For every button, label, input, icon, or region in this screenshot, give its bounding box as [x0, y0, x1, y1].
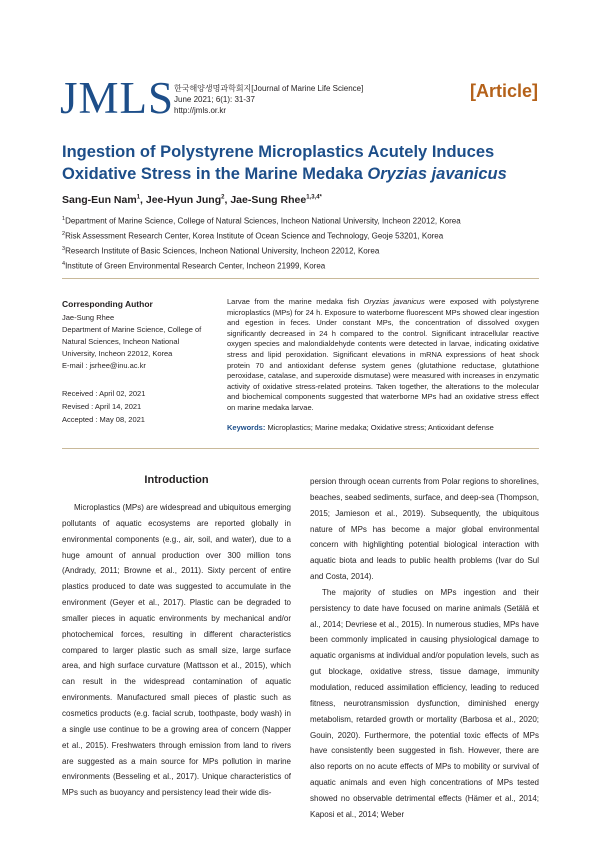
affiliation-number: 1	[62, 216, 66, 222]
keywords	[227, 423, 539, 432]
abstract-text: were exposed with polystyrene microplastics (MPs) for 24 h. Exposure to waterborne fluorescent MPs showed clear ingestion and egestion in feces. Under constant MPs, the concentration of dissolved oxygen significantly decreased in 24 h compared to the control. Significant intracellular reactive oxygen species and malondialdehyde contents were detected in larvae, indicating oxidative stress and lipid peroxidation. Significant elevations in mRNA expressions of heat shock protein 70 and antioxidant defense system genes (glutathione reductase, glutathione peroxidase, catalase, and superoxide dismutase) were measured with increases in enzymatic activity of oxidative stress-related proteins. Taken together, the alterations to the molecular and biochemical components suggested that waterborne MPs had an oxidative stress effect on marine medaka larvae.	[227, 297, 539, 412]
author-list: Sang-Eun Nam$^1$, Jee-Hyun Jung$^2$, Jae-Sung Rhee$^{1,3,4*}$	[62, 194, 322, 206]
affiliation-text: Department of Marine Science, College of Natural Sciences, Incheon National University, Incheon 22012, Korea	[65, 216, 461, 226]
affiliation-text: Research Institute of Basic Sciences, Incheon National University, Incheon 22012, Korea	[65, 246, 380, 256]
affiliation-text: Risk Assessment Research Center, Korea Institute of Ocean Science and Technology, Geoje 53201, Korea	[65, 231, 444, 241]
affiliation-item	[62, 258, 461, 273]
author-affil-sup: 1,3,4*	[306, 194, 322, 201]
body-paragraph: Microplastics (MPs) are widespread and ubiquitous emerging pollutants of aquatic ecosystems are reported globally in environmental components (e.g., air, soil, and water), due to a huge amount of annual production over 300 million tons (Andrady, 2011; Browne et al., 2011). Sixty percent of entire plastics produced to date was suggested to accumulate in the environment (Geyer et al., 2017). Plastic can be degraded to smaller pieces in aquatic environments by mechanical and/or photochemical forces, resulting in different characteristics compared to larger plastic such as small size, large surface area, and high surface curvature (Mattsson et al., 2015), which can result in the widespread contamination of aquatic environments. Manufactured small pieces of plastic such as cosmetics products (e.g. facial scrub, toothpaste, body wash) in a single use continue to be a growing area of concern (Napper et al., 2015). Freshwaters through emission from land to rivers are suggested as a main source for MPs pollution in marine environments (Besseling et al., 2017). Unique characteristics of MPs such as buoyancy and persistency lead their wide dis-	[62, 503, 291, 798]
title-species: Oryzias javanicus	[367, 165, 507, 183]
body-column-right	[310, 474, 539, 823]
title-main: Ingestion of Polystyrene Microplastics Acutely Induces Oxidative Stress in the Marine Medaka	[62, 143, 495, 183]
article-type-label: [Article]	[469, 81, 538, 101]
paper-title	[62, 141, 542, 185]
corresponding-dept: Department of Marine Science, College of	[62, 325, 202, 334]
journal-logo: JMLS	[60, 73, 175, 123]
abstract-divider	[62, 448, 539, 449]
article-dates	[62, 387, 145, 426]
abstract	[227, 297, 539, 414]
affiliation-item	[62, 243, 461, 258]
affiliation-number: 3	[62, 246, 66, 253]
abstract-text: Larvae from the marine medaka fish	[227, 297, 360, 306]
body-paragraph: persion through ocean currents from Polar regions to shorelines, beaches, seabed sediments, surface, and deep-sea (Thompson, 2015; Jamieson et al., 2019). Subsequently, the ubiquitous nature of MPs has become a major global environmental concern with highlighting potential biological interaction with aquatic biota and leads to public health problems (Ivar do Sul and Costa, 2014).	[310, 477, 539, 582]
received-date: Received : April 02, 2021	[62, 389, 146, 398]
affiliation-list	[62, 213, 461, 274]
body-column-left	[62, 500, 291, 801]
author-affil-sup: 1	[136, 194, 141, 201]
journal-info	[174, 83, 363, 116]
accepted-date: Accepted : May 08, 2021	[62, 415, 145, 424]
corresponding-details	[62, 312, 212, 372]
corresponding-heading: Corresponding Author	[62, 299, 153, 309]
affiliation-number: 2	[62, 231, 66, 238]
affiliation-item	[62, 228, 461, 243]
corresponding-dept: Natural Sciences, Incheon National	[62, 337, 180, 346]
abstract-species: Oryzias javanicus	[363, 297, 425, 306]
author-affil-sup: 2	[221, 194, 225, 201]
keywords-label: Keywords:	[227, 423, 266, 432]
corresponding-name: Jae-Sung Rhee	[62, 313, 115, 322]
section-heading-introduction: Introduction	[144, 474, 209, 486]
author-name: Jee-Hyun Jung	[145, 194, 222, 206]
corresponding-email[interactable]: E-mail : jsrhee@inu.ac.kr	[62, 361, 146, 370]
affiliation-number: 4	[62, 261, 66, 268]
journal-url[interactable]: http://jmls.or.kr	[174, 106, 227, 115]
affiliation-text: Institute of Green Environmental Research Center, Incheon 21999, Korea	[65, 262, 326, 272]
corresponding-dept: University, Incheon 22012, Korea	[62, 349, 173, 358]
journal-name: 한국해양생명과학회지[Journal of Marine Life Science]	[174, 84, 364, 93]
body-paragraph: The majority of studies on MPs ingestion and their persistency to date have focused on marine animals (Setälä et al., 2014; Devriese et al., 2015). In numerous studies, MPs have been commonly implicated in causing physiological damage to aquatic organisms at individual and/or population levels, such as gut blockage, oxidative stress, tissue damage, immunity modulation, reduced assimilation efficiency, leading to reduced fitness, neurotransmission dysfunction, diminished energy metabolism, retarded growth or mortality (Barbosa et al., 2020; Gouin, 2020). Furthermore, the potential toxic effects of MPs have consistently been suggested in fish. However, there are also reports on no acute effects of MPs to mobility or survival of aquatic animals and even high concentrations of MPs tested showed no observable detrimental effects (Hämer et al., 2014; Kaposi et al., 2014; Weber	[310, 587, 539, 819]
revised-date: Revised : April 14, 2021	[62, 402, 142, 411]
author-name: Jae-Sung Rhee	[230, 194, 307, 206]
keywords-text: Microplastics; Marine medaka; Oxidative stress; Antioxidant defense	[267, 423, 494, 432]
header-divider	[62, 278, 539, 279]
author-name: Sang-Eun Nam	[62, 194, 137, 206]
journal-issue: June 2021; 6(1): 31-37	[174, 95, 255, 104]
affiliation-item	[62, 213, 461, 228]
